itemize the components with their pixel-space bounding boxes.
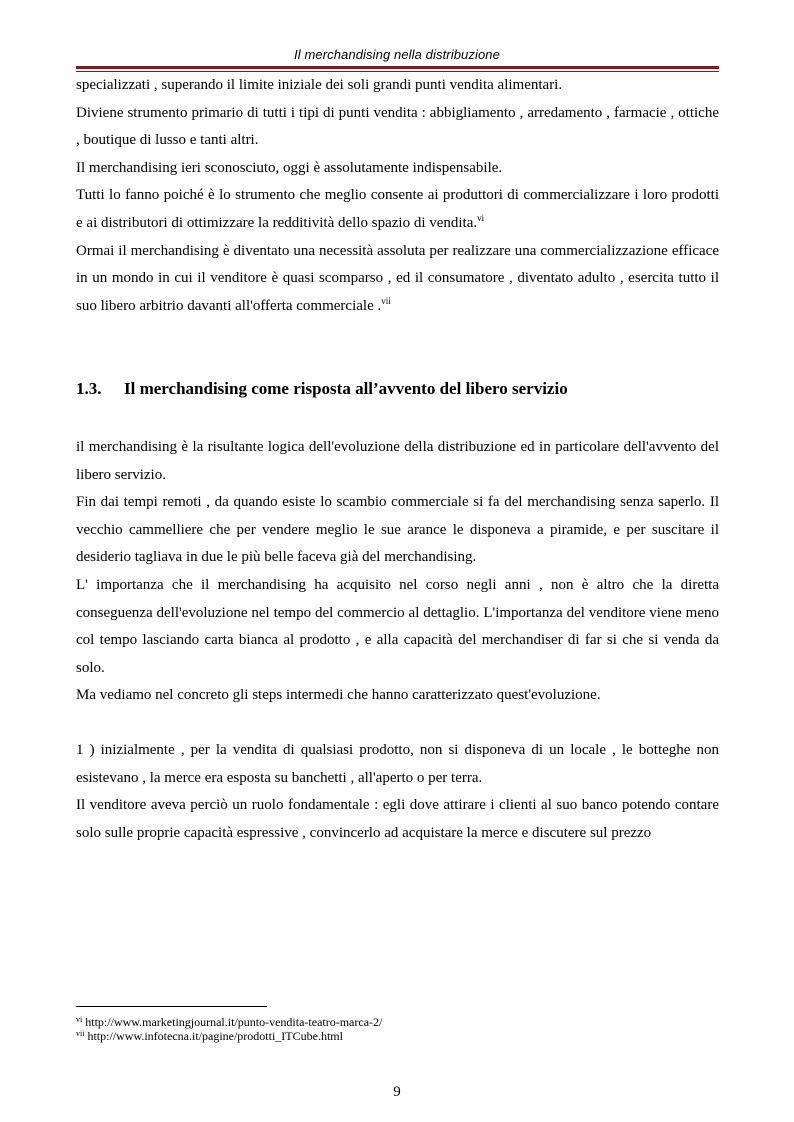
footnote-separator xyxy=(76,1006,267,1007)
section-heading xyxy=(76,379,719,399)
paragraph: specializzati , superando il limite iniziale dei soli grandi punti vendita alimentari. xyxy=(76,77,563,93)
footnote-mark: vi xyxy=(76,1015,83,1024)
paragraph-text: Tutti lo fanno poiché è lo strumento che meglio consente ai produttori di commercializzare i loro prodotti e ai distributori di ottimizzare la redditività dello spazio di vendita. xyxy=(76,187,719,231)
paragraph: Fin dai tempi remoti , da quando esiste lo scambio commerciale si fa del merchandising senza saperlo. Il vecchio cammelliere che per vendere meglio le sue arance le disponeva a piramide, e per suscitare il desiderio tagliava in due le più belle faceva già del merchandising. xyxy=(76,494,719,566)
running-header: Il merchandising nella distribuzione xyxy=(294,47,500,62)
paragraph: Il merchandising ieri sconosciuto, oggi è assolutamente indispensabile. xyxy=(76,159,503,176)
steps-text-block xyxy=(76,737,719,847)
section-text-block xyxy=(76,434,719,710)
endnote-ref-vii[interactable]: vii xyxy=(381,295,391,306)
header-rule xyxy=(76,66,719,69)
paragraph xyxy=(76,238,719,321)
paragraph xyxy=(76,182,719,237)
section-title: Il merchandising come risposta all’avvento del libero servizio xyxy=(124,379,568,398)
paragraph-text: Ormai il merchandising è diventato una necessità assoluta per realizzare una commercializzazione efficace in un mondo in cui il venditore è quasi scomparso , ed il consumatore , diventato adulto , esercita tutto il suo libero arbitrio davanti all'offerta commerciale . xyxy=(76,242,719,314)
paragraph: Diviene strumento primario di tutti i tipi di punti vendita : abbigliamento , arredamento , farmacie , ottiche , boutique di lusso e tanti altri. xyxy=(76,104,719,149)
endnote-ref-vi[interactable]: vi xyxy=(477,212,485,223)
paragraph: 1 ) inizialmente , per la vendita di qualsiasi prodotto, non si disponeva di un locale , le botteghe non esistevano , la merce era esposta su banchetti , all'aperto o per terra. xyxy=(76,742,719,786)
intro-text-block xyxy=(76,72,719,320)
footnote-vi xyxy=(76,1015,719,1029)
paragraph: L' importanza che il merchandising ha acquisito nel corso negli anni , non è altro che la diretta conseguenza dell'evoluzione nel tempo del commercio al dettaglio. L'importanza del venditore viene meno col tempo lasciando carta bianca al prodotto , e alla capacità del merchandiser di far si che si venda da solo. xyxy=(76,576,719,676)
footnotes xyxy=(76,1015,719,1043)
section-number: 1.3. xyxy=(76,379,102,398)
page-number: 9 xyxy=(393,1084,401,1100)
paragraph: il merchandising è la risultante logica dell'evoluzione della distribuzione ed in particolare dell'avvento del libero servizio. xyxy=(76,439,719,483)
footnote-vii xyxy=(76,1029,719,1043)
footnote-link[interactable]: http://www.marketingjournal.it/punto-vendita-teatro-marca-2/ xyxy=(82,1015,383,1029)
footnote-mark: vii xyxy=(76,1029,85,1038)
paragraph: Il venditore aveva perciò un ruolo fondamentale : egli dove attirare i clienti al suo banco potendo contare solo sulle proprie capacità espressive , convincerlo ad acquistare la merce e discutere sul prezzo xyxy=(76,797,719,841)
paragraph: Ma vediamo nel concreto gli steps intermedi che hanno caratterizzato quest'evoluzione. xyxy=(76,687,601,704)
footnote-link[interactable]: http://www.infotecna.it/pagine/prodotti_ITCube.html xyxy=(84,1029,343,1043)
